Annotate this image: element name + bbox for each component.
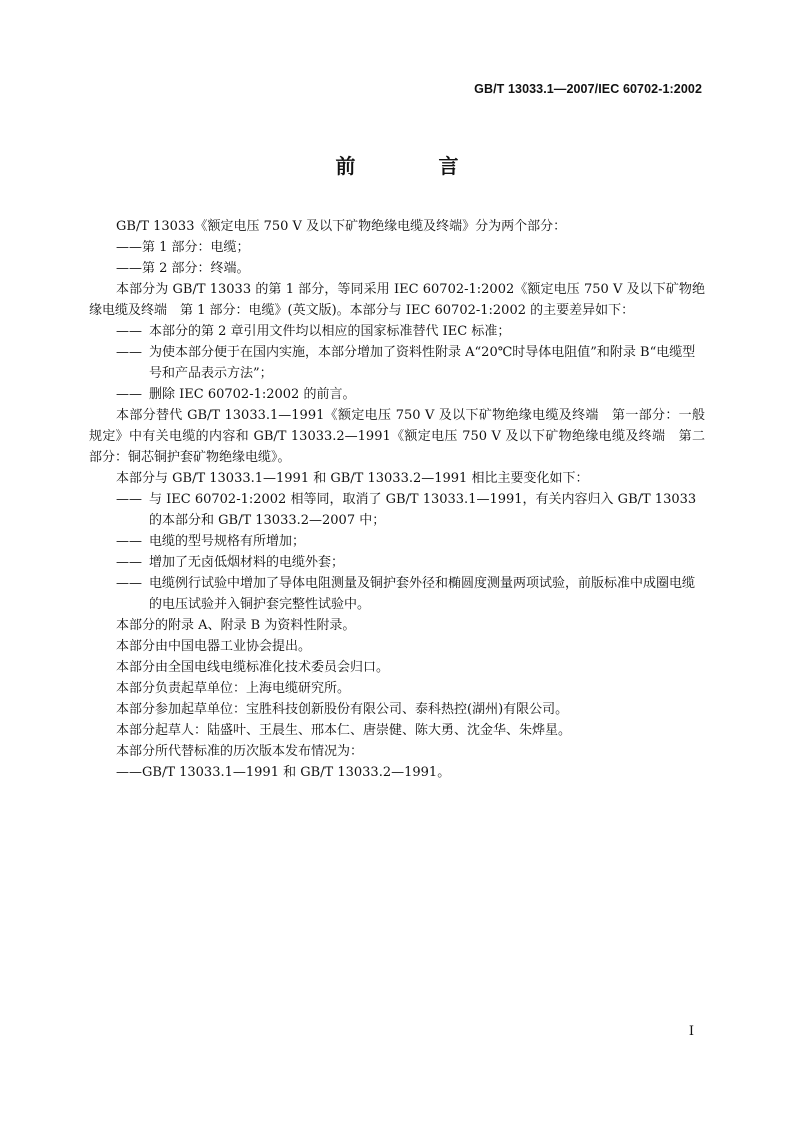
list-item-text: 电缆例行试验中增加了导体电阻测量及铜护套外径和椭圆度测量两项试验，前版标准中成圈电缆的电压试验并入铜护套完整性试验中。 [149, 576, 696, 612]
list-item: ——GB/T 13033.1—1991 和 GB/T 13033.2—1991。 [116, 765, 451, 780]
foreword-body [89, 216, 705, 783]
paragraph: 本部分与 GB/T 13033.1—1991 和 GB/T 13033.2—1991 相比主要变化如下： [116, 471, 589, 486]
list-item [89, 531, 705, 552]
paragraph: 本部分由全国电线电缆标准化技术委员会归口。 [116, 660, 390, 675]
dash-marker: —— [116, 345, 142, 360]
dash-marker: —— [116, 387, 142, 402]
list-item [89, 384, 705, 405]
list-item-text: 与 IEC 60702-1:2002 相等同，取消了 GB/T 13033.1—1991，有关内容归入 GB/T 13033 的本部分和 GB/T 13033.2—2007 中； [149, 492, 697, 528]
page-title: 前 言 [335, 154, 497, 178]
dash-marker: —— [116, 492, 142, 507]
list-item [89, 573, 705, 615]
paragraph: 本部分参加起草单位：宝胜科技创新股份有限公司、泰科热控(湖州)有限公司。 [116, 702, 569, 717]
list-item: ——第 1 部分：电缆； [116, 240, 250, 255]
list-item-text: 为使本部分便于在国内实施，本部分增加了资料性附录 A“20℃时导体电阻值”和附录 B“电缆型号和产品表示方法”； [149, 345, 696, 381]
paragraph: 本部分所代替标准的历次版本发布情况为： [116, 744, 364, 759]
list-item [89, 321, 705, 342]
list-item-text: 增加了无卤低烟材料的电缆外套； [149, 555, 345, 570]
paragraph: 本部分负责起草单位：上海电缆研究所。 [116, 681, 351, 696]
dash-marker: —— [116, 576, 142, 591]
dash-marker: —— [116, 324, 142, 339]
list-item: ——第 2 部分：终端。 [116, 261, 250, 276]
paragraph: 本部分起草人：陆盛叶、王晨生、邢本仁、唐崇健、陈大勇、沈金华、朱烨星。 [116, 723, 572, 738]
paragraph: 本部分的附录 A、附录 B 为资料性附录。 [116, 618, 356, 633]
list-item-text: 电缆的型号规格有所增加； [149, 534, 306, 549]
list-item [89, 489, 705, 531]
dash-marker: —— [116, 555, 142, 570]
list-item [89, 552, 705, 573]
paragraph: 本部分由中国电器工业协会提出。 [116, 639, 312, 654]
dash-marker: —— [116, 534, 142, 549]
paragraph: 本部分替代 GB/T 13033.1—1991《额定电压 750 V 及以下矿物绝缘电缆及终端 第一部分：一般规定》中有关电缆的内容和 GB/T 13033.2—1991《额定电压 750 V 及以下矿物绝缘电缆及终端 第二部分：铜芯铜护套矿物绝缘电缆》。 [89, 408, 705, 465]
standard-identifier: GB/T 13033.1—2007/IEC 60702-1:2002 [474, 82, 702, 96]
list-item-text: 删除 IEC 60702-1:2002 的前言。 [149, 387, 356, 402]
page-number: I [688, 1024, 694, 1039]
list-item [89, 342, 705, 384]
list-item-text: 本部分的第 2 章引用文件均以相应的国家标准替代 IEC 标准； [149, 324, 511, 339]
paragraph: GB/T 13033《额定电压 750 V 及以下矿物绝缘电缆及终端》分为两个部分： [116, 219, 567, 234]
paragraph: 本部分为 GB/T 13033 的第 1 部分，等同采用 IEC 60702-1:2002《额定电压 750 V 及以下矿物绝缘电缆及终端 第 1 部分：电缆》(英文版)。本部分与 IEC 60702-1:2002 的主要差异如下： [89, 282, 705, 318]
